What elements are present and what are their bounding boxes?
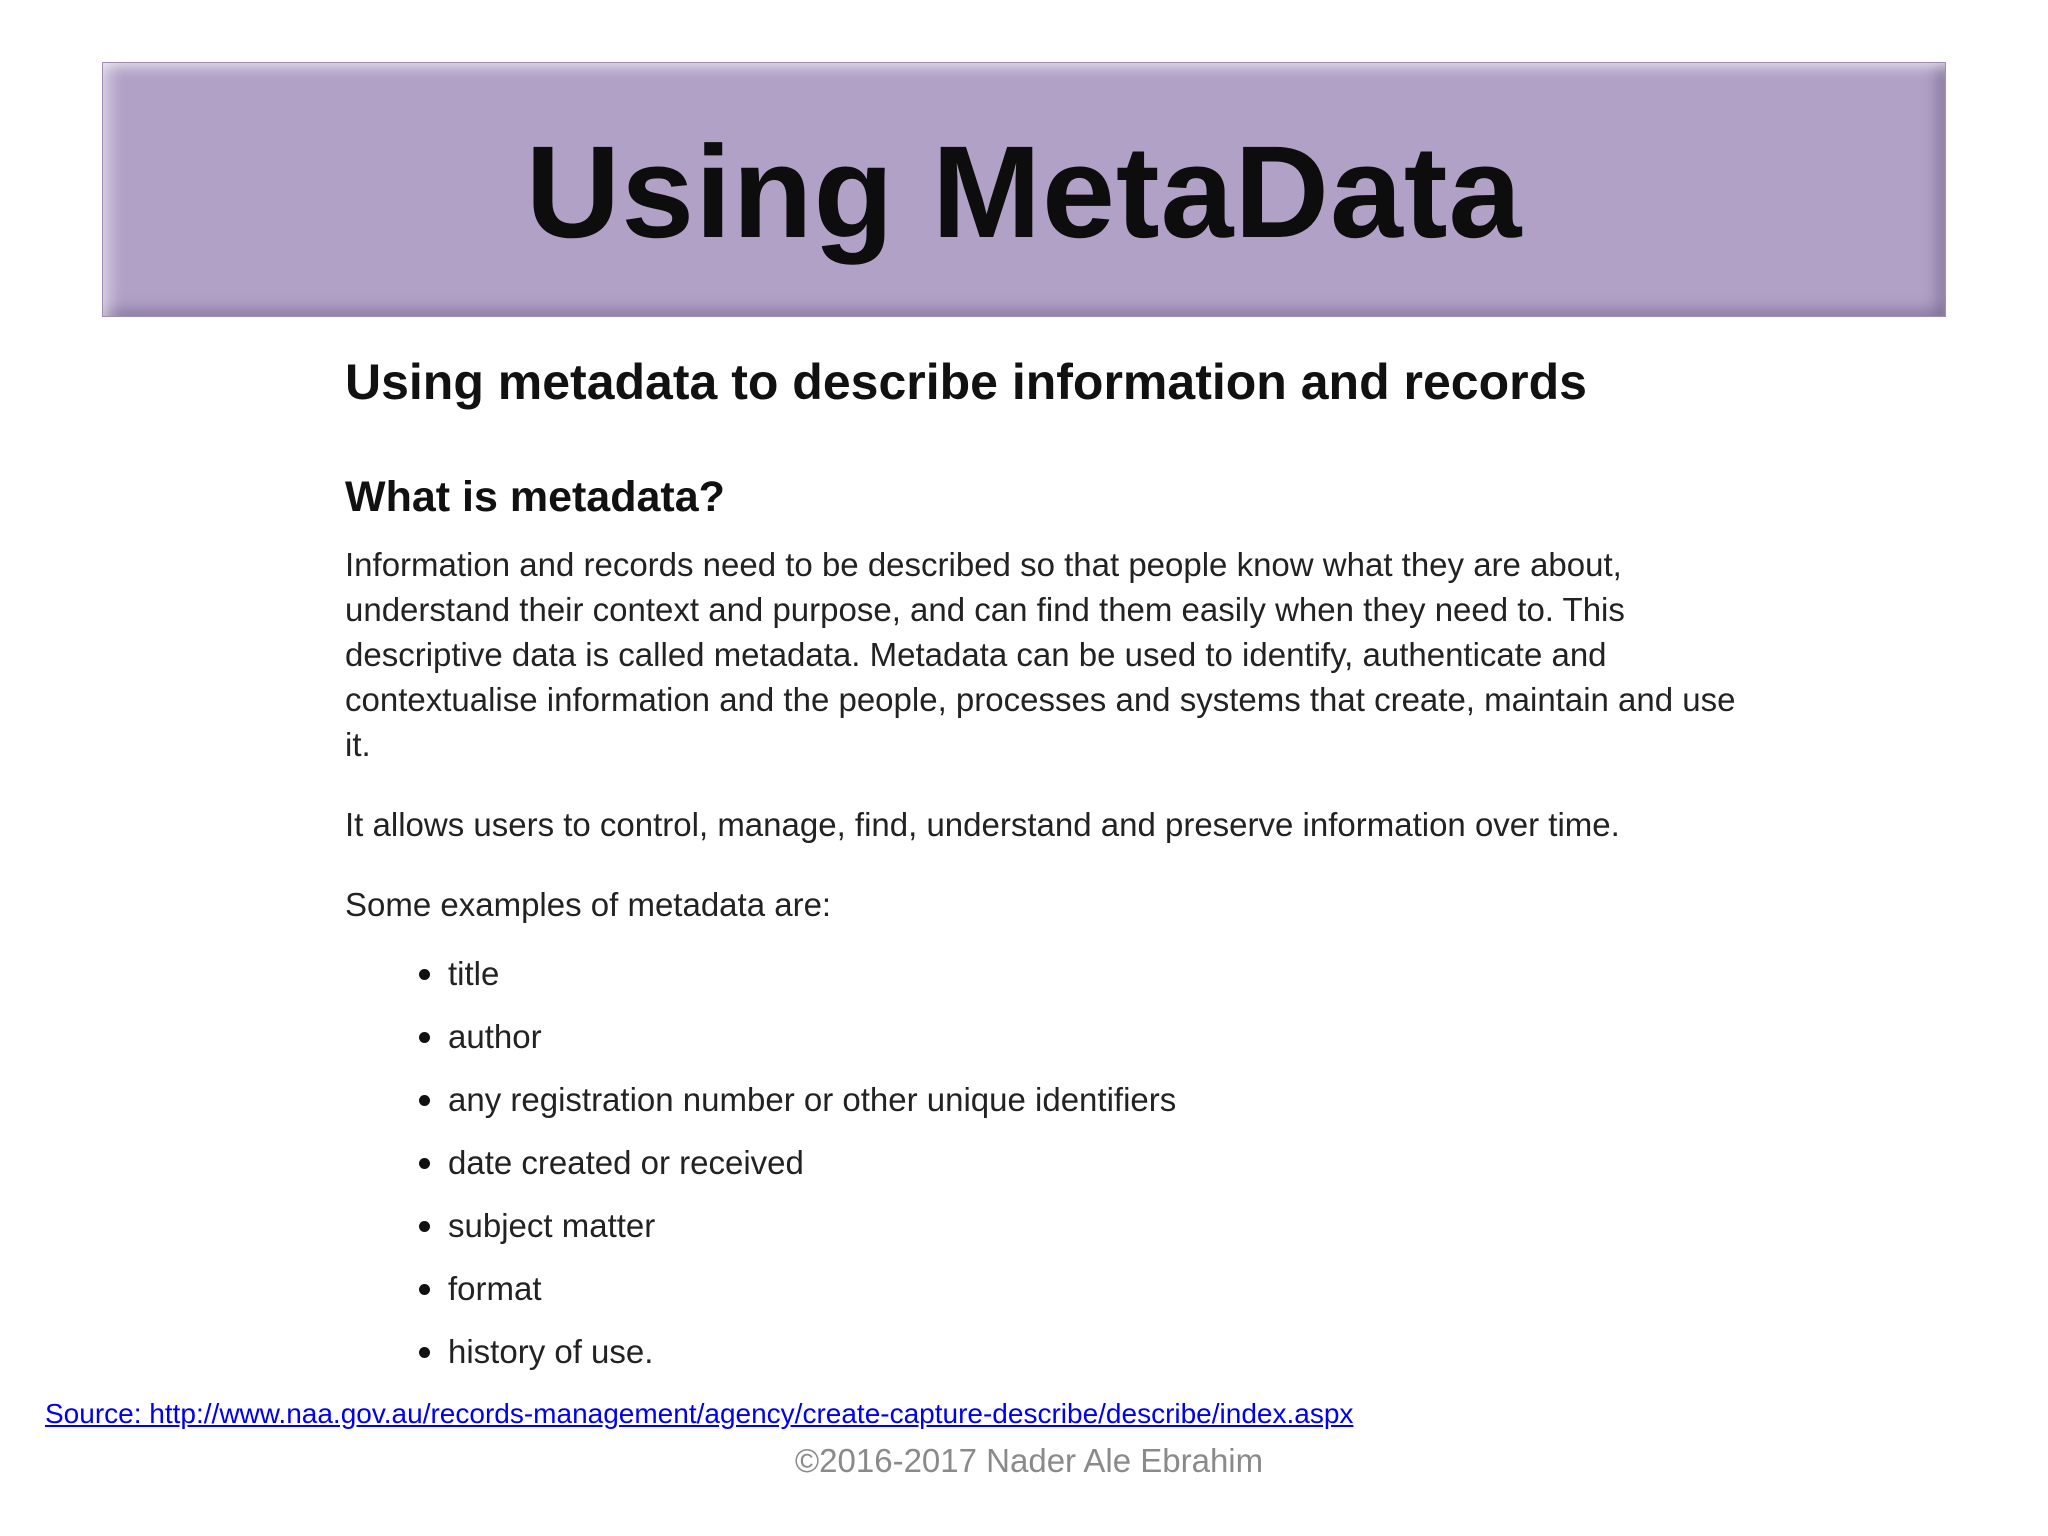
list-item: [448, 1131, 1755, 1194]
list-item-text: any registration number or other unique identifiers: [448, 1081, 1177, 1118]
list-item-text: date created or received: [448, 1144, 804, 1181]
bullet-icon: [419, 969, 430, 980]
bullet-icon: [419, 1221, 430, 1232]
list-item: [448, 942, 1755, 1005]
list-item: [448, 1320, 1755, 1383]
examples-list: [345, 942, 1755, 1383]
list-item: [448, 1005, 1755, 1068]
bullet-icon: [419, 1095, 430, 1106]
list-item-text: author: [448, 1018, 542, 1055]
list-item: [448, 1194, 1755, 1257]
excerpt-heading: Using metadata to describe information and records: [345, 354, 1587, 410]
list-item-text: subject matter: [448, 1207, 656, 1244]
purpose-paragraph: It allows users to control, manage, find, understand and preserve information over time.: [345, 806, 1620, 843]
bullet-icon: [419, 1032, 430, 1043]
bullet-icon: [419, 1158, 430, 1169]
examples-intro: Some examples of metadata are:: [345, 886, 832, 923]
list-item-text: title: [448, 955, 500, 992]
excerpt-subheading: What is metadata?: [345, 473, 725, 521]
title-banner: [102, 62, 1946, 317]
source-link[interactable]: Source: http://www.naa.gov.au/records-management/agency/create-capture-describe/describe/index.aspx: [45, 1398, 1354, 1429]
metadata-excerpt: [345, 340, 1755, 1383]
definition-paragraph: Information and records need to be described so that people know what they are about, understand their context and purpose, and can find them easily when they need to. This descriptive data is called metadata. Metadata can be used to identify, authenticate and contextualise information and the people, processes and systems that create, maintain and use it.: [345, 546, 1736, 763]
bullet-icon: [419, 1347, 430, 1358]
list-item-text: history of use.: [448, 1333, 654, 1370]
bullet-icon: [419, 1284, 430, 1295]
copyright-footer: ©2016-2017 Nader Ale Ebrahim: [794, 1442, 1264, 1479]
list-item-text: format: [448, 1270, 542, 1307]
slide-title: Using MetaData: [525, 118, 1523, 265]
list-item: [448, 1068, 1755, 1131]
list-item: [448, 1257, 1755, 1320]
